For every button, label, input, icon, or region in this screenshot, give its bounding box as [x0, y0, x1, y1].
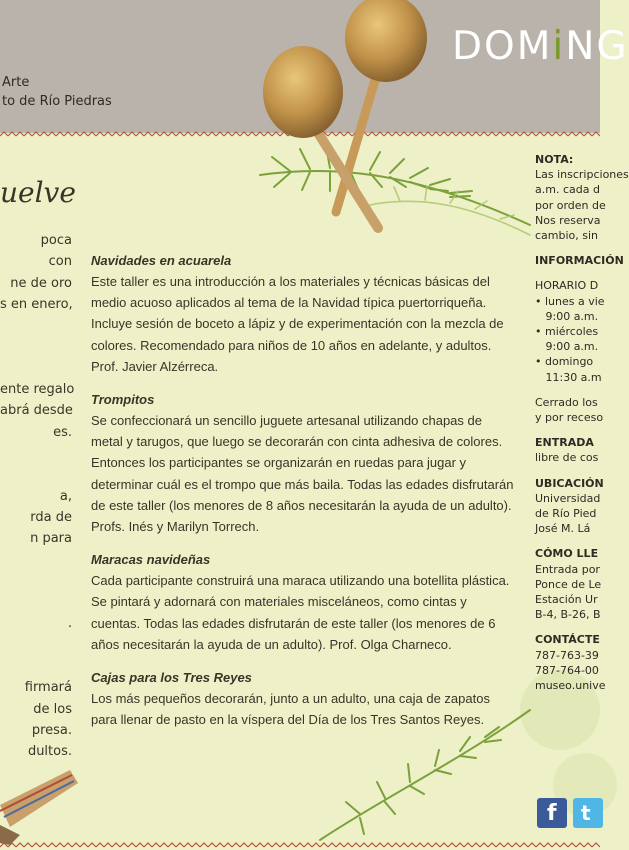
- workshop-title: Navidades en acuarela: [91, 253, 232, 268]
- nota-text: Las inscripciones a.m. cada d por orden de Nos reserva cambio, sin: [535, 168, 629, 243]
- left-column-line: [0, 443, 72, 464]
- left-column-line: presa.: [31, 722, 72, 738]
- horario-heading: HORARIO D: [535, 279, 599, 293]
- informacion-heading: INFORMACIÓN: [535, 254, 624, 268]
- left-column-line: [0, 315, 72, 336]
- workshop-description: Cada participante construirá una maraca utilizando una botellita plástica. Se pintará y adornará con materiales misceláneos, como cintas y cuentas. Todas las edades disfrutarán de este taller (los menores de 6 años necesitarán la ayuda de un adulto). Prof. Olga Charneco.: [91, 573, 510, 652]
- workshop-item: [91, 250, 516, 377]
- ubicacion-text: Universidad de Río Pied José M. Lá: [535, 491, 601, 536]
- left-column-line: abrá desde: [0, 403, 73, 419]
- maracas-icon: [258, 0, 438, 260]
- left-column-line: [0, 358, 72, 379]
- contacto-heading: CONTÁCTE: [535, 633, 600, 647]
- left-column-line: ne de oro: [10, 275, 72, 291]
- nota-heading: NOTA:: [535, 153, 574, 166]
- como-llegar-text: Entrada por Ponce de Le Estación Ur B-4, B-26, B: [535, 562, 602, 622]
- left-column-line: [0, 336, 72, 357]
- workshop-list: [91, 250, 516, 742]
- twitter-icon[interactable]: t: [573, 798, 603, 828]
- brand-logo: DOMiNG: [452, 24, 629, 69]
- museum-name: [2, 73, 112, 111]
- facebook-icon[interactable]: f: [537, 798, 567, 828]
- museum-name-line: Arte: [2, 75, 30, 90]
- cerrado-text: Cerrado los y por receso: [535, 395, 604, 425]
- workshop-item: [91, 389, 516, 537]
- left-column-line: [0, 549, 72, 570]
- workshop-description: Este taller es una introducción a los materiales y técnicas básicas del medio acuoso aplicados al tema de la Navidad típica puertorriqueña. Incluye sesión de boceto a lápiz y de experimentación con la mezcla de colores. Recomendado para niños de 10 años en adelante, y adultos. Prof. Javier Alzérreca.: [91, 274, 504, 374]
- workshop-item: [91, 549, 516, 655]
- horario-list: • lunes a vie 9:00 a.m. • miércoles 9:00 a.m. • domingo 11:30 a.m: [535, 294, 605, 384]
- left-column-line: firmará: [24, 680, 72, 696]
- left-column-line: .: [67, 616, 72, 632]
- left-column-line: es.: [53, 424, 72, 440]
- left-column-line: poca: [40, 233, 72, 248]
- left-column-line: s en enero,: [0, 296, 73, 312]
- como-llegar-heading: CÓMO LLE: [535, 547, 599, 561]
- ubicacion-heading: UBICACIÓN: [535, 476, 604, 490]
- left-column-line: n para: [30, 531, 72, 547]
- left-column-line: dultos.: [27, 744, 72, 760]
- workshop-item: [91, 667, 516, 730]
- entrada-heading: ENTRADA: [535, 436, 594, 450]
- website-link[interactable]: museo.unive: [535, 679, 606, 693]
- workshop-description: Se confeccionará un sencillo juguete artesanal utilizando chapas de metal y tarugos, que luego se decorarán con cinta adhesiva de colores. Entonces los participantes se organizarán en ruedas para jugar y determinar cuál es el trompo que más baila. Todas las edades disfrutarán de este taller (los menores de 8 años necesitarán la ayuda de un adulto). Profs. Inés y Marilyn Torrech.: [91, 413, 514, 535]
- left-section-title: uelve: [0, 176, 76, 209]
- left-column-line: ente regalo: [0, 382, 75, 398]
- contacto-text: 787-763-39 787-764-00 museo.unive: [535, 648, 615, 694]
- left-column-line: [0, 464, 72, 485]
- left-column-line: de los: [33, 701, 72, 717]
- workshop-description: Los más pequeños decorarán, junto a un adulto, una caja de zapatos para llenar de pasto en la víspera del Día de los Tres Santos Reyes.: [91, 691, 490, 728]
- left-column-line: [0, 571, 72, 592]
- left-column-text: [0, 230, 75, 762]
- museum-name-line: to de Río Piedras: [2, 94, 112, 109]
- entrada-text: libre de cos: [535, 451, 599, 465]
- info-sidebar: [535, 152, 629, 693]
- left-column-line: con: [44, 254, 72, 270]
- trompo-icon: [0, 765, 80, 845]
- workshop-title: Maracas navideñas: [91, 552, 211, 568]
- left-column-line: rda de: [30, 509, 72, 525]
- workshop-title: Trompitos: [91, 392, 155, 408]
- left-column-line: [0, 656, 72, 677]
- left-column-line: [0, 635, 72, 656]
- left-column-line: a,: [59, 488, 72, 504]
- workshop-title: Cajas para los Tres Reyes: [91, 670, 252, 686]
- left-column-line: [0, 592, 72, 613]
